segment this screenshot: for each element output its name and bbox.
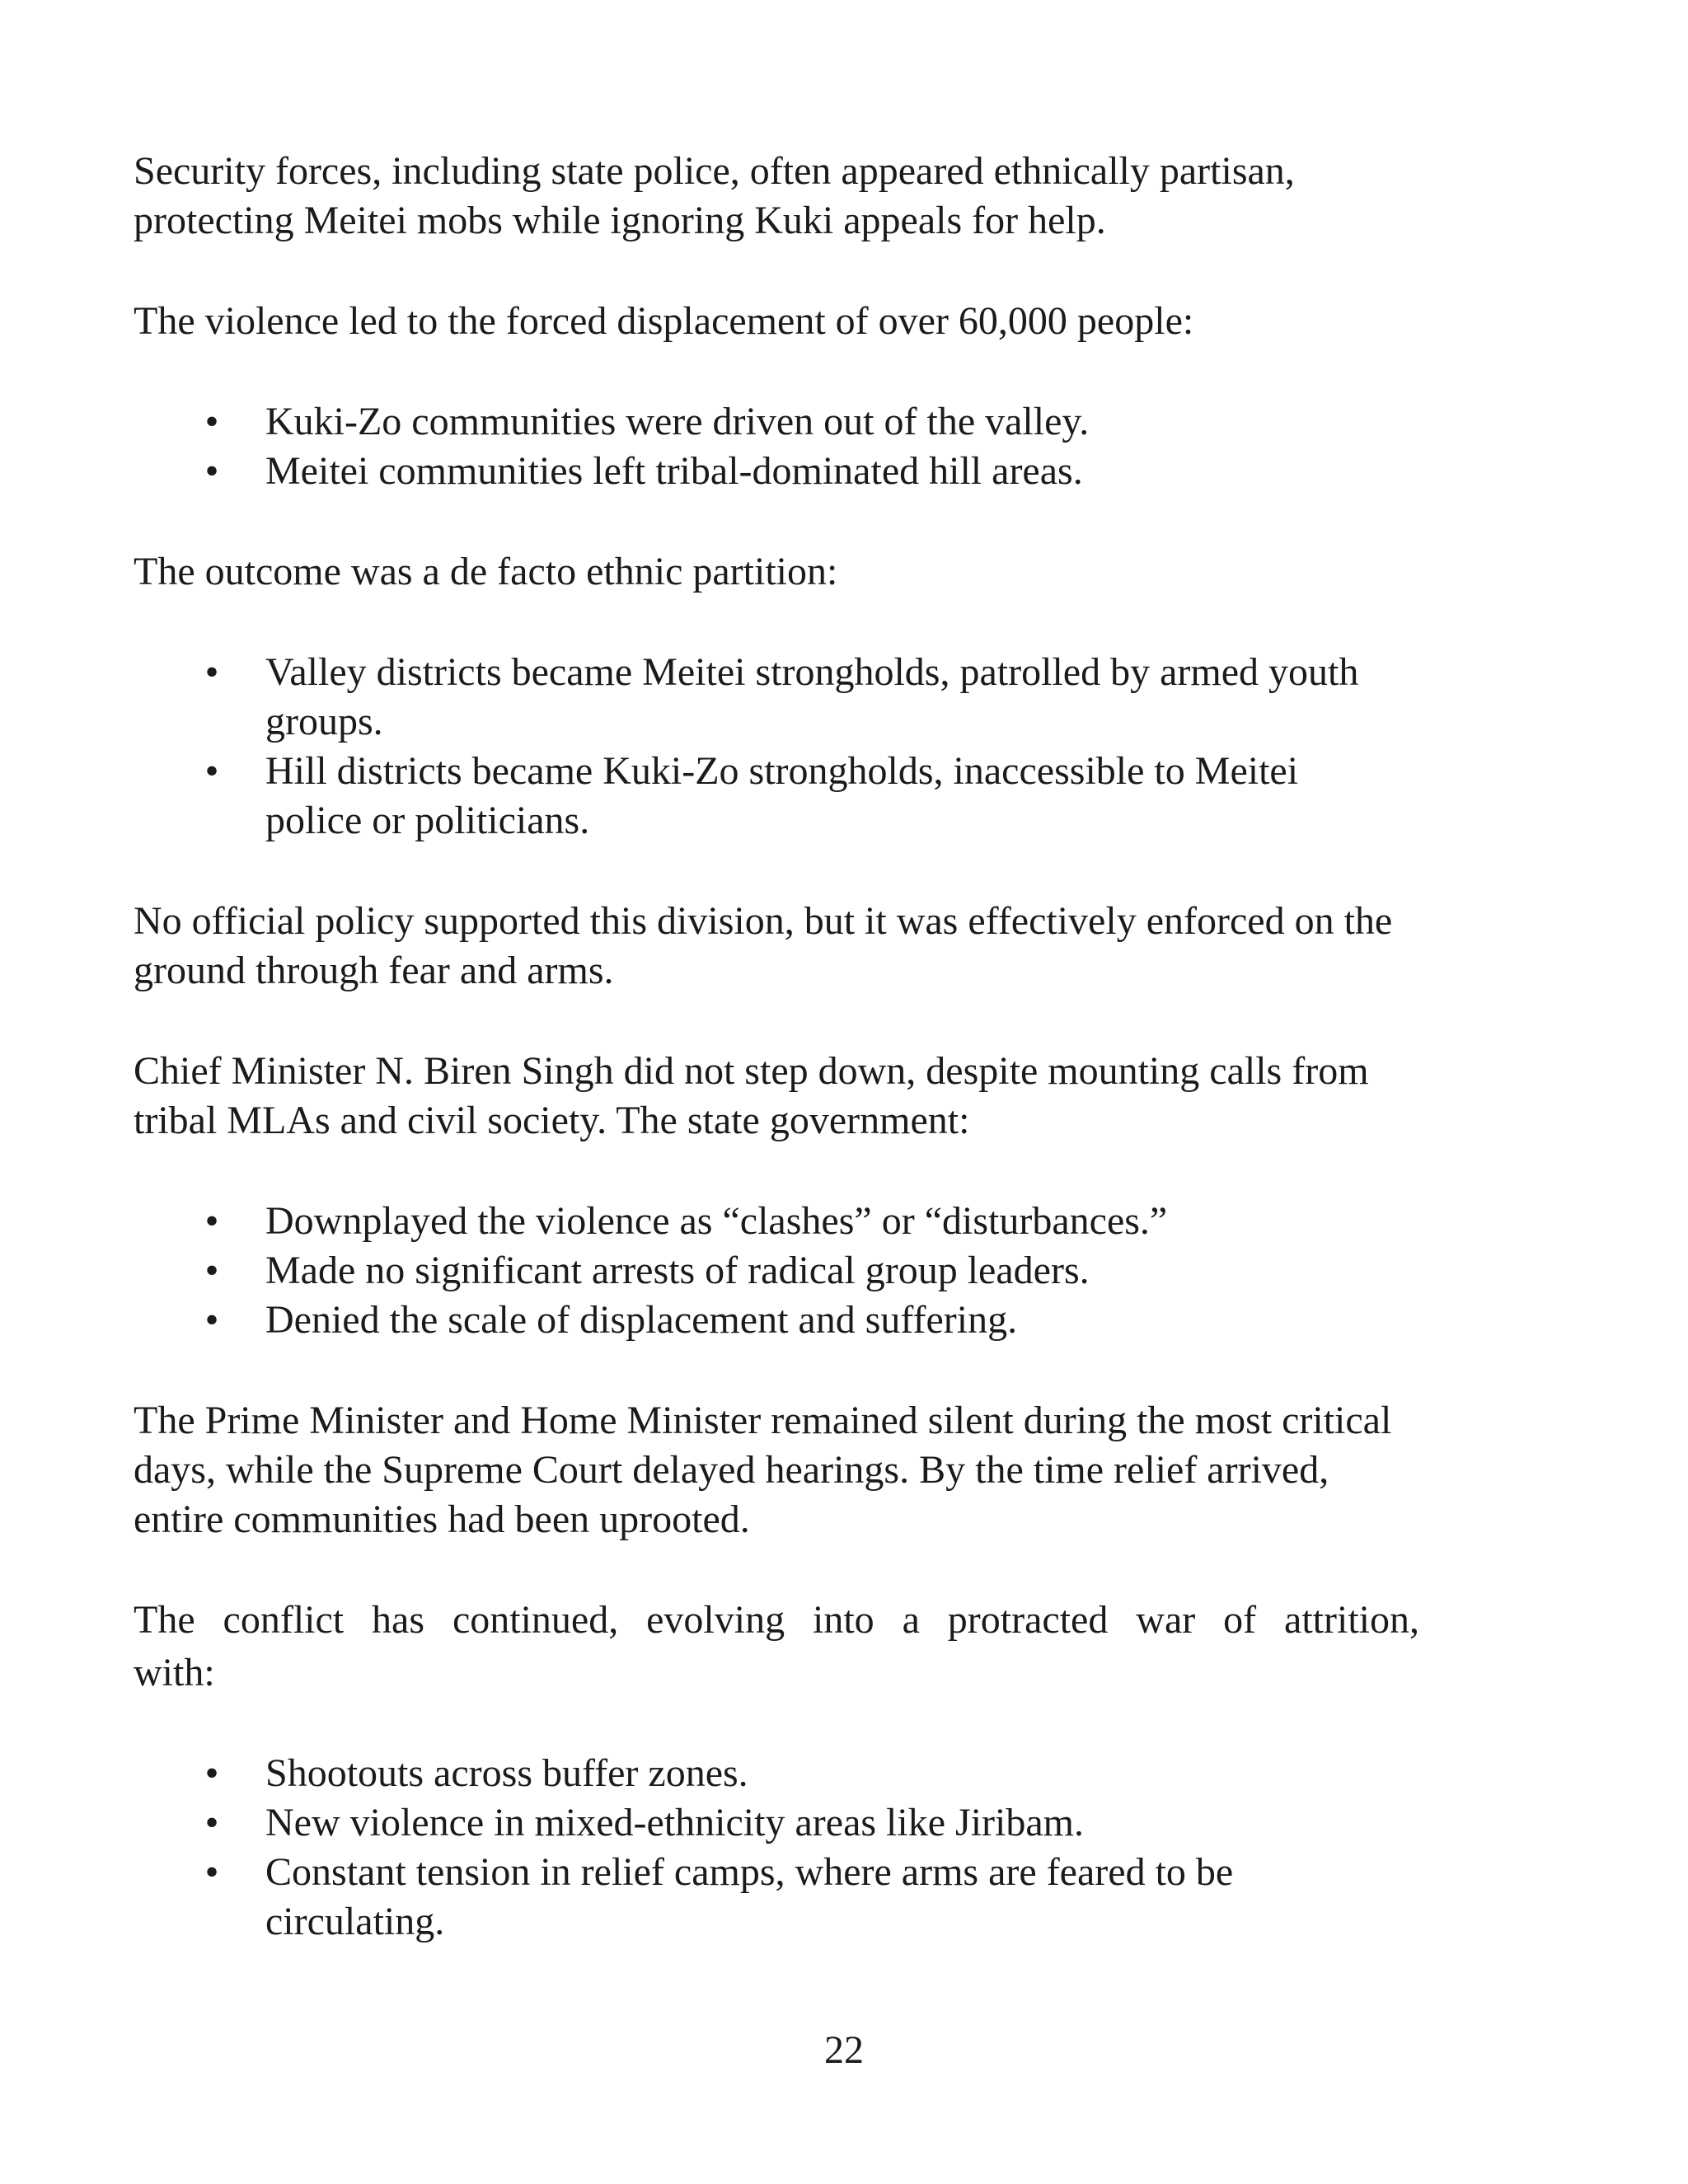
list-item xyxy=(134,1749,1419,1798)
bullet-icon: • xyxy=(204,1801,219,1844)
bullet-icon: • xyxy=(204,650,219,694)
list-item-text: Downplayed the violence as “clashes” or “disturbances.” xyxy=(265,1199,1168,1243)
list-item-text: Kuki-Zo communities were driven out of the valley. xyxy=(265,400,1090,443)
bullet-icon: • xyxy=(204,1850,219,1894)
list-item xyxy=(134,648,1419,747)
list-item-text: Meitei communities left tribal-dominated hill areas. xyxy=(265,449,1083,493)
list-item-text: Shootouts across buffer zones. xyxy=(265,1751,748,1795)
list-item xyxy=(134,1197,1419,1246)
paragraph-chief-minister: Chief Minister N. Biren Singh did not step down, despite mounting calls from tribal MLAs and civil society. The state government: xyxy=(134,1049,1369,1142)
list-item xyxy=(134,447,1419,496)
paragraph-prime-minister: The Prime Minister and Home Minister remained silent during the most critical days, while the Supreme Court delayed hearings. By the time relief arrived, entire communities had been uprooted. xyxy=(134,1399,1392,1541)
paragraph-conflict-line-1: The conflict has continued, evolving into a protracted war of attrition, xyxy=(134,1598,1419,1642)
paragraph-security-forces: Security forces, including state police, often appeared ethnically partisan, protecting Meitei mobs while ignoring Kuki appeals for help. xyxy=(134,149,1295,242)
bullet-icon: • xyxy=(204,1751,219,1795)
paragraph-no-official-policy: No official policy supported this division, but it was effectively enforced on the ground through fear and arms. xyxy=(134,899,1393,992)
list-item-text: Made no significant arrests of radical group leaders. xyxy=(265,1249,1090,1292)
list-item xyxy=(134,1798,1419,1848)
paragraph-conflict-line-2: with: xyxy=(134,1651,215,1694)
government-list xyxy=(134,1197,1419,1345)
list-item-text: Denied the scale of displacement and suffering. xyxy=(265,1298,1018,1342)
attrition-list xyxy=(134,1749,1419,1947)
list-item-text: Valley districts became Meitei strongholds, patrolled by armed youth groups. xyxy=(265,650,1359,743)
list-item-text: Hill districts became Kuki-Zo strongholds, inaccessible to Meitei police or politicians. xyxy=(265,749,1299,842)
list-item xyxy=(134,1246,1419,1296)
paragraph-partition-intro: The outcome was a de facto ethnic partition: xyxy=(134,550,838,593)
bullet-icon: • xyxy=(204,400,219,443)
bullet-icon: • xyxy=(204,1249,219,1292)
list-item xyxy=(134,1296,1419,1345)
paragraph-displacement-intro: The violence led to the forced displacement of over 60,000 people: xyxy=(134,299,1194,343)
displacement-list xyxy=(134,397,1419,496)
partition-list xyxy=(134,648,1419,846)
document-page xyxy=(134,147,1419,1998)
bullet-icon: • xyxy=(204,449,219,493)
bullet-icon: • xyxy=(204,1199,219,1243)
list-item xyxy=(134,1848,1419,1947)
list-item-text: New violence in mixed-ethnicity areas like Jiribam. xyxy=(265,1801,1084,1844)
list-item xyxy=(134,747,1419,846)
page-number: 22 xyxy=(824,2028,864,2072)
bullet-icon: • xyxy=(204,1298,219,1342)
list-item-text: Constant tension in relief camps, where arms are feared to be circulating. xyxy=(265,1850,1234,1943)
bullet-icon: • xyxy=(204,749,219,793)
list-item xyxy=(134,397,1419,447)
